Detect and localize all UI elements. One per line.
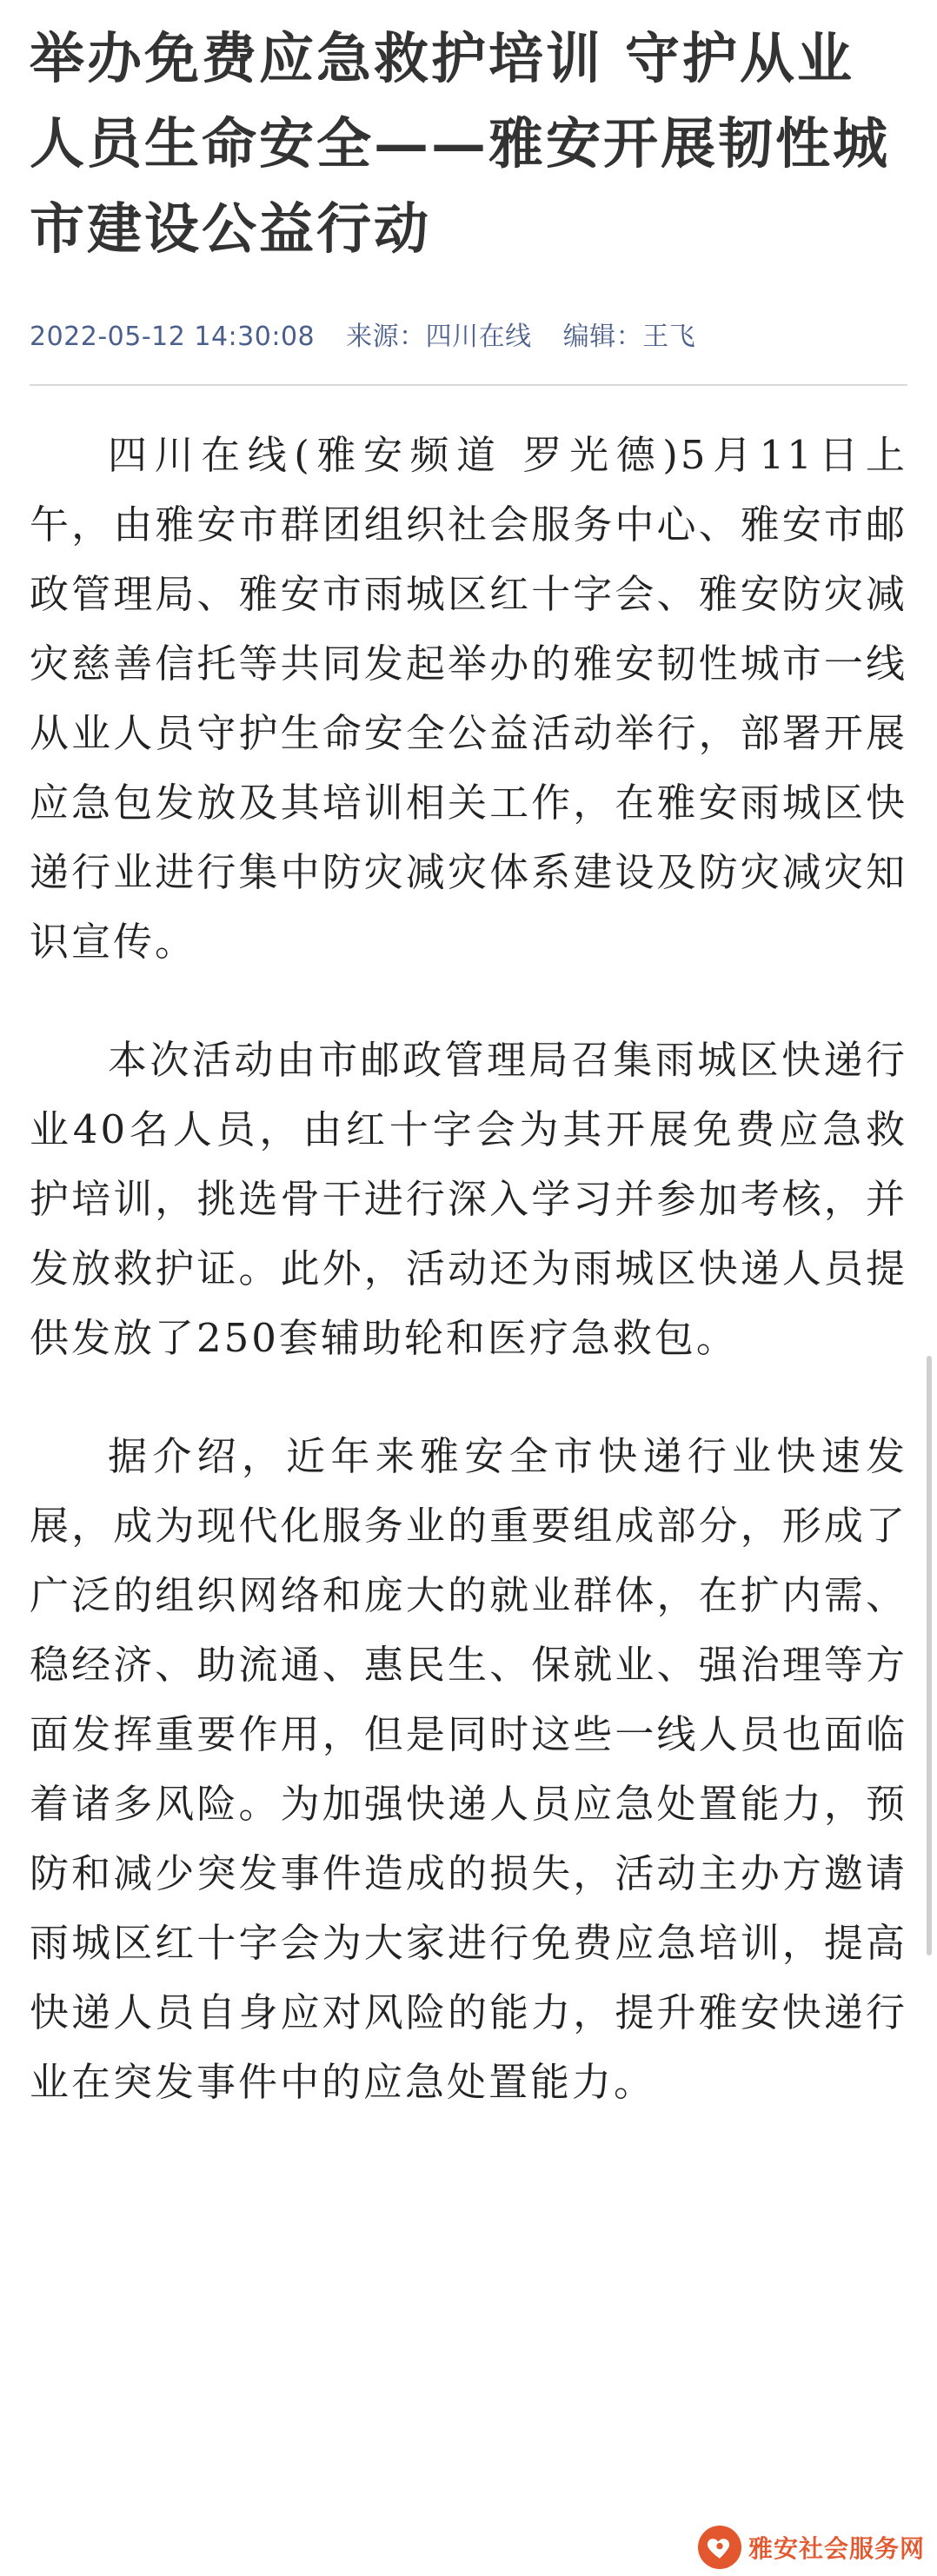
heart-logo-icon [698,2526,741,2569]
article-source: 来源：四川在线 [346,322,532,352]
publish-date: 2022-05-12 14:30:08 [30,322,316,352]
divider [30,384,907,386]
watermark-text: 雅安社会服务网 [748,2534,925,2563]
article-title: 举办免费应急救护培训 守护从业人员生命安全——雅安开展韧性城市建设公益行动 [30,26,890,261]
scrollbar[interactable] [927,1356,932,1955]
article-editor: 编辑：王飞 [562,322,696,352]
watermark [698,2526,925,2569]
paragraph: 四川在线(雅安频道 罗光德)5月11日上午，由雅安市群团组织社会服务中心、雅安市邮政管理局、雅安市雨城区红十字会、雅安防灾减灾慈善信托等共同发起举办的雅安韧性城市一线从业人员守护生命安全公益活动举行，部署开展应急包发放及其培训相关工作，在雅安雨城区快递行业进行集中防灾减灾体系建设及防灾减灾知识宣传。 [30,432,907,965]
article-meta [30,315,907,353]
article-body [30,421,907,2117]
article [30,16,907,2166]
paragraph: 本次活动由市邮政管理局召集雨城区快递行业40名人员，由红十字会为其开展免费应急救护培训，挑选骨干进行深入学习并参加考核，并发放救护证。此外，活动还为雨城区快递人员提供发放了250套辅助轮和医疗急救包。 [30,1037,907,1361]
paragraph: 据介绍，近年来雅安全市快递行业快速发展，成为现代化服务业的重要组成部分，形成了广泛的组织网络和庞大的就业群体，在扩内需、稳经济、助流通、惠民生、保就业、强治理等方面发挥重要作用，但是同时这些一线人员也面临着诸多风险。为加强快递人员应急处置能力，预防和减少突发事件造成的损失，活动主办方邀请雨城区红十字会为大家进行免费应急培训，提高快递人员自身应对风险的能力，提升雅安快递行业在突发事件中的应急处置能力。 [30,1433,907,2105]
